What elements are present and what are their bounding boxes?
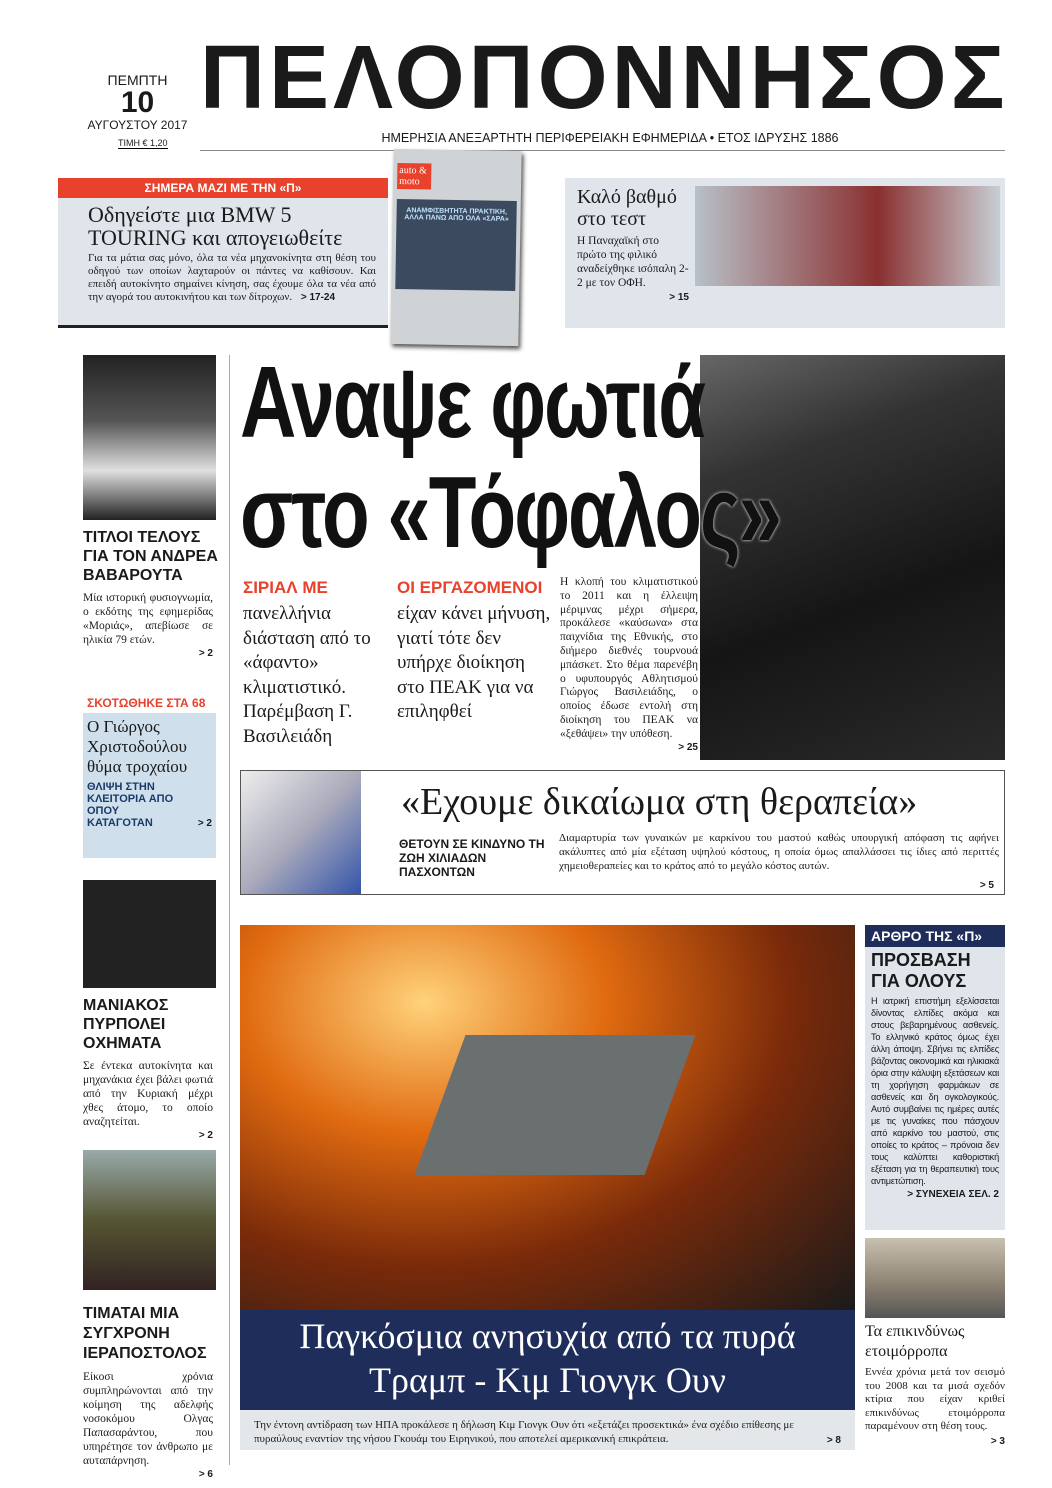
date-number: 10: [120, 86, 155, 119]
month-year: ΑΥΓΟΥΣΤΟΥ 2017: [87, 118, 188, 132]
lead-col2-kicker: ΟΙ ΕΡΓΑΖΟΜΕΝΟΙ: [397, 578, 543, 597]
left-story-1-ref: > 2: [198, 648, 213, 659]
left-story-3-ref: > 2: [198, 1130, 213, 1141]
magazine-logo: auto & moto: [397, 163, 431, 190]
health-kicker: ΘΕΤΟΥΝ ΣΕ ΚΙΝΔΥΝΟ ΤΗ ΖΩΗ ΧΙΛΙΑΔΩΝ ΠΑΣΧΟΝΤΩΝ: [399, 837, 545, 879]
lead-headline-line1: Αναψε φωτιά: [240, 344, 705, 460]
lead-col1-text: πανελλήνια διάσταση από το «άφαντο» κλιματιστικό. Παρέμβαση Γ. Βασιλειάδη: [243, 603, 371, 747]
left-story-1-title: ΤΙΤΛΟΙ ΤΕΛΟΥΣ ΓΙΑ ΤΟΝ ΑΝΔΡΕΑ ΒΑΒΑΡΟΥΤΑ: [83, 529, 218, 584]
sports-body: Η Παναχαϊκή στο πρώτο της φιλικό αναδείχθηκε ισόπαλη 2-2 με τον ΟΦΗ.: [577, 235, 689, 289]
editorial-ref: > ΣΥΝΕΧΕΙΑ ΣΕΛ. 2: [907, 1189, 999, 1200]
trump-kim-photo: [240, 925, 855, 1313]
buildings-ref: > 3: [990, 1435, 1005, 1447]
masthead-subtitle: ΗΜΕΡΗΣΙΑ ΑΝΕΞΑΡΤΗΤΗ ΠΕΡΙΦΕΡΕΙΑΚΗ ΕΦΗΜΕΡΙΔΑ • ΕΤΟΣ ΙΔΡΥΣΗΣ 1886: [381, 131, 839, 145]
portrait-photo: [83, 355, 216, 520]
buildings-photo: [865, 1238, 1005, 1318]
editorial-title: ΠΡΟΣΒΑΣΗ ΓΙΑ ΟΛΟΥΣ: [871, 950, 971, 991]
left-story-2-title: Ο Γιώργος Χριστοδούλου θύμα τροχαίου: [87, 717, 188, 776]
lead-col3-text: Η κλοπή του κλιματιστικού το 2011 και η έλλειψη μέριμνας μέχρι σήμερα, προκάλεσε «καύσωνα» στα παιχνίδια της Εθνικής, στο διήμερο διεθνές τουρνουά μπάσκετ. Στο θέμα παρενέβη ο υφυπουργός Αθλητισμού Γιώργος Βασιλειάδης, ο οποίος έδωσε εντολή στη διοίκηση του ΠΕΑΚ να «ξεθάψει» την υπόθεση.: [560, 576, 698, 740]
football-photo: [695, 186, 1000, 286]
promo-banner: ΣΗΜΕΡΑ ΜΑΖΙ ΜΕ ΤΗΝ «Π»: [58, 178, 388, 198]
left-story-4-title: ΤΙΜΑΤΑΙ ΜΙΑ ΣΥΓΧΡΟΝΗ ΙΕΡΑΠΟΣΤΟΛΟΣ: [83, 1305, 207, 1362]
medical-photo: [241, 771, 361, 894]
promo-ref: > 17-24: [300, 292, 336, 303]
magazine-cover: [390, 149, 521, 346]
world-ref: > 8: [826, 1435, 841, 1446]
sports-box[interactable]: [565, 178, 1005, 328]
health-box[interactable]: [240, 770, 1005, 895]
day: ΠΕΜΠΤΗ: [107, 72, 168, 88]
health-body: Διαμαρτυρία των γυναικών με καρκίνου του μαστού καθώς υπουργική απόφαση τις αφήνει ακάλυπτες από μία εξέταση υψηλού κόστους, η οποία όμως απαλλάσσει τις ίδιες από περιττές χημειοθεραπείες και το κράτος από το μεγάλο κόστος αυτών.: [559, 832, 999, 872]
date-block: [85, 72, 190, 132]
promo-box[interactable]: [58, 178, 388, 328]
health-title: «Εχουμε δικαίωμα στη θεραπεία»: [401, 781, 918, 823]
health-ref: > 5: [979, 880, 994, 891]
right-column: [865, 925, 1005, 1447]
left-story-3-body: Σε έντεκα αυτοκίνητα και μηχανάκια έχει βάλει φωτιά από την Κυριακή μέχρι χθες άτομο, το οποίο αναζητείται.: [83, 1060, 213, 1128]
lead-headline-line2: στο «Τόφαλος»: [240, 454, 780, 570]
divider: [200, 150, 1005, 151]
promo-body: Για τα μάτια σας μόνο, όλα τα νέα μηχανοκίνητα στη θέση του οδηγού των οποίων λαχταρούν οι πάντες να καθίσουν. Και επειδή αυτοκίνητο σημαίνει κίνηση, σας έχουμε όλα τα νέα από την αγορά του αυτοκινήτου και των δίτροχων.: [88, 252, 376, 303]
editorial-banner: ΑΡΘΡΟ ΤΗΣ «Π»: [865, 925, 1005, 947]
left-story-3[interactable]: [83, 996, 216, 1141]
sports-title: Καλό βαθμό στο τεστ: [577, 186, 677, 230]
lead-col1-kicker: ΣΙΡΙΑΛ ΜΕ: [243, 578, 328, 597]
lead-col2-text: είχαν κάνει μήνυση, γιατί τότε δεν υπήρχε διοίκηση στο ΠΕΑΚ για να επιληφθεί: [397, 603, 551, 722]
column-divider: [229, 355, 230, 1465]
world-headline-band[interactable]: [240, 1310, 855, 1410]
masthead-title: ΠΕΛΟΠΟΝΝΗΣΟΣ: [200, 28, 1009, 128]
price: ΤΙΜΗ € 1,20: [118, 138, 168, 148]
world-title: Παγκόσμια ανησυχία από τα πυρά Τραμπ - Κιμ Γιονγκ Ουν: [299, 1316, 796, 1400]
promo-title: Οδηγείστε μια BMW 5 TOURING και απογειωθείτε: [88, 202, 343, 250]
promo-text: [58, 249, 388, 304]
left-story-4-ref: > 6: [198, 1469, 213, 1480]
buildings-body: Εννέα χρόνια μετά τον σεισμό του 2008 και τα μισά σχεδόν κτίρια που είχαν κριθεί επικινδύνως ετοιμόρροπα παραμένουν στη θέση τους.: [865, 1366, 1005, 1432]
left-story-1[interactable]: [83, 528, 218, 659]
left-story-1-body: Μία ιστορική φυσιογνωμία, ο εκδότης της εφημερίδας «Μοριάς», απεβίωσε σε ηλικία 79 ετών.: [83, 592, 213, 646]
magazine-headline: ΑΝΑΜΦΙΣΒΗΤΗΤΑ ΠΡΑΚΤΙΚΗ, ΑΛΛΑ ΠΑΝΩ ΑΠΟ ΟΛΑ «ΣΑΡΑ»: [404, 207, 509, 223]
burned-car-photo: [83, 880, 216, 988]
left-story-2-sub: ΘΛΙΨΗ ΣΤΗΝ ΚΛΕΙΤΟΡΙΑ ΑΠΟ ΟΠΟΥ ΚΑΤΑΓΟΤΑΝ: [87, 781, 174, 829]
lead-col3: [560, 576, 698, 753]
editorial-box[interactable]: [865, 925, 1005, 1230]
left-story-2-ref: > 2: [197, 818, 212, 829]
sports-ref: > 15: [669, 292, 689, 303]
world-body: Την έντονη αντίδραση των ΗΠΑ προκάλεσε η δήλωση Κιμ Γιονγκ Ουν ότι «εξετάζει προσεκτικά» ένα σχέδιο επίθεσης με πυραύλους εναντίον της νήσου Γκουάμ του Ειρηνικού, που αποτελεί αμερικανική επικράτεια.: [254, 1419, 794, 1445]
left-story-2[interactable]: [83, 693, 216, 858]
left-story-3-title: ΜΑΝΙΑΚΟΣ ΠΥΡΠΟΛΕΙ ΟΧΗΜΑΤΑ: [83, 997, 169, 1052]
world-caption: [240, 1410, 855, 1450]
missionary-photo: [83, 1150, 216, 1290]
left-story-4-body: Είκοσι χρόνια συμπληρώνονται από την κοίμηση της αδελφής νοσοκόμου Ολγας Παπασαράντου, που υπηρέτησε τον άνθρωπο με αυταπάρνηση.: [83, 1371, 213, 1467]
buildings-title: Τα επικινδύνως ετοιμόρροπα: [865, 1323, 965, 1360]
lead-ref: > 25: [678, 741, 698, 753]
left-story-4[interactable]: [83, 1304, 216, 1480]
editorial-body: Η ιατρική επιστήμη εξελίσσεται δίνοντας ελπίδες ακόμα και στους βεβαρημένους ασθενείς. Το ελληνικό κράτος όμως έχει άλλη άποψη. Σβήνει τις ελπίδες βάζοντας οικονομικά και ηλικιακά όρια στην κάλυψη εξετάσεων και τη χορήγηση φαρμάκων σε ασθενείς και δη ογκολογικούς. Αυτό συμβαίνει τις ημέρες αυτές με τις γυναίκες που πάσχουν από καρκίνο του μαστού, στις οποίες το κράτος – πρόνοια δεν τους καλύπτει καθοριστική εξέταση για τη θεραπευτική τους αντιμετώπιση.: [871, 996, 999, 1186]
left-story-2-kicker: ΣΚΟΤΩΘΗΚΕ ΣΤΑ 68: [83, 693, 216, 713]
